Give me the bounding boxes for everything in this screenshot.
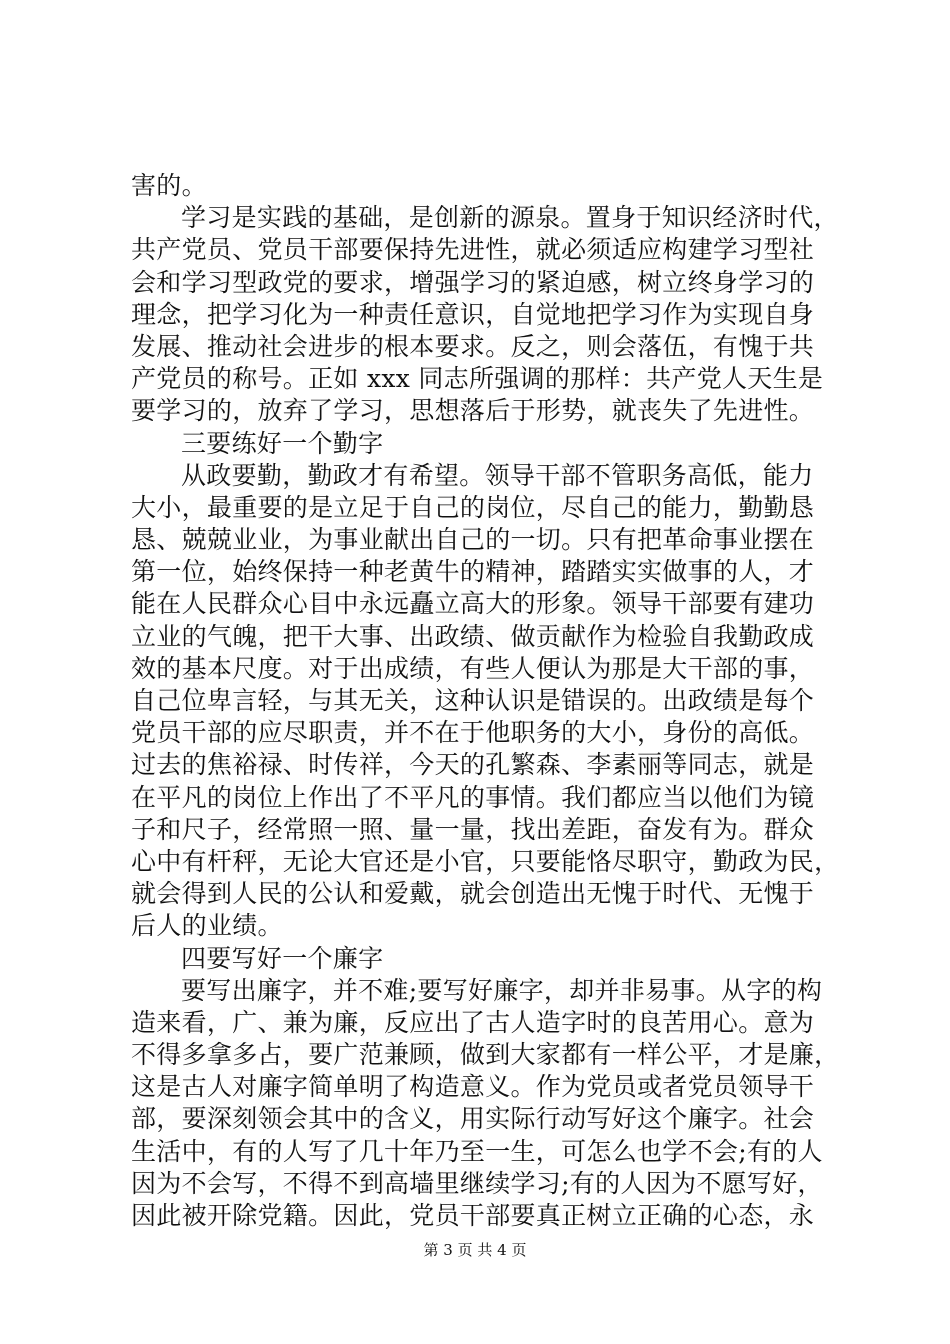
- text-line: 恳、兢兢业业，为事业献出自己的一切。只有把革命事业摆在: [131, 525, 815, 555]
- section-heading: 四要写好一个廉字: [181, 943, 384, 973]
- section-heading: 三要练好一个勤字: [181, 428, 384, 458]
- text-line: 子和尺子，经常照一照、量一量，找出差距，奋发有为。群众: [131, 814, 815, 844]
- text-line: 党员干部的应尽职责，并不在于他职务的大小，身份的高低。: [131, 718, 815, 748]
- text-line: 就会得到人民的公认和爱戴，就会创造出无愧于时代、无愧于: [131, 879, 815, 909]
- text-line: 理念，把学习化为一种责任意识，自觉地把学习作为实现自身: [131, 299, 815, 329]
- page-number-label: 第 3 页 共 4 页: [423, 1241, 527, 1259]
- text-line: 立业的气魄，把干大事、出政绩、做贡献作为检验自我勤政成: [131, 621, 815, 651]
- text-line: 不得多拿多占，要广范兼顾，做到大家都有一样公平，才是廉，: [131, 1040, 840, 1070]
- text-line: 因为不会写，不得不到高墙里继续学习;有的人因为不愿写好，: [131, 1168, 823, 1198]
- paragraph-start-line: 从政要勤，勤政才有希望。领导干部不管职务高低，能力: [181, 460, 814, 490]
- text-line: 发展、推动社会进步的根本要求。反之，则会落伍，有愧于共: [131, 331, 815, 361]
- text-line: 在平凡的岗位上作出了不平凡的事情。我们都应当以他们为镜: [131, 782, 815, 812]
- paragraph-start-line: 学习是实践的基础，是创新的源泉。置身于知识经济时代，: [181, 203, 839, 233]
- text-line: 效的基本尺度。对于出成绩，有些人便认为那是大干部的事，: [131, 653, 815, 683]
- text-line: 自己位卑言轻，与其无关，这种认识是错误的。出政绩是每个: [131, 686, 815, 715]
- page-footer: [0, 1240, 950, 1260]
- text-line: 过去的焦裕禄、时传祥，今天的孔繁森、李素丽等同志，就是: [131, 750, 815, 780]
- text-line: 害的。: [131, 171, 207, 200]
- text-line: 会和学习型政党的要求，增强学习的紧迫感，树立终身学习的: [131, 267, 815, 297]
- text-line: 部，要深刻领会其中的含义，用实际行动写好这个廉字。社会: [131, 1104, 815, 1134]
- text-line: 要学习的，放弃了学习，思想落后于形势，就丧失了先进性。: [131, 396, 815, 426]
- text-line: 生活中，有的人写了几十年乃至一生，可怎么也学不会;有的人: [131, 1136, 823, 1166]
- text-line: 后人的业绩。: [131, 911, 283, 941]
- text-line: 大小，最重要的是立足于自己的岗位，尽自己的能力，勤勤恳: [131, 492, 815, 522]
- paragraph-start-line: 要写出廉字，并不难;要写好廉字，却并非易事。从字的构: [181, 975, 823, 1005]
- text-line: 能在人民群众心目中永远矗立高大的形象。领导干部要有建功: [131, 589, 815, 619]
- text-line: 造来看，广、兼为廉，反应出了古人造字时的良苦用心。意为: [131, 1007, 815, 1037]
- text-line: 心中有杆秤，无论大官还是小官，只要能恪尽职守，勤政为民，: [131, 846, 840, 876]
- text-line: 这是古人对廉字简单明了构造意义。作为党员或者党员领导干: [131, 1072, 815, 1102]
- body-text: [131, 170, 840, 1232]
- text-line: 因此被开除党籍。因此，党员干部要真正树立正确的心态，永: [131, 1201, 815, 1230]
- text-line: 产党员的称号。正如 xxx 同志所强调的那样：共产党人天生是: [131, 364, 824, 394]
- text-line: 共产党员、党员干部要保持先进性，就必须适应构建学习型社: [131, 235, 815, 265]
- text-line: 第一位，始终保持一种老黄牛的精神，踏踏实实做事的人，才: [131, 557, 815, 587]
